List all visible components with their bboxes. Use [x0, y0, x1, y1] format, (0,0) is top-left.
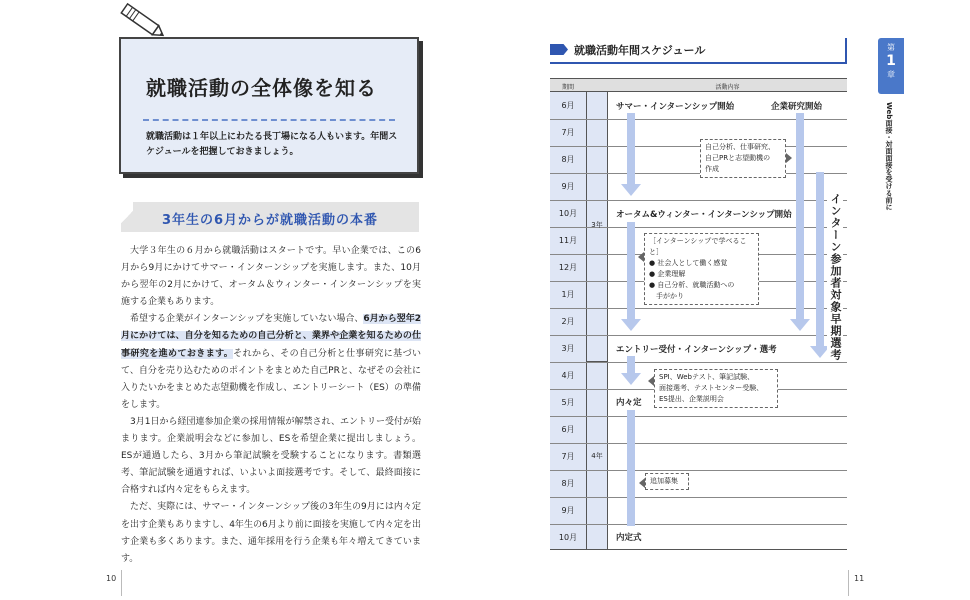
- note3-line: 面接選考、テストセンター受験、: [659, 384, 764, 392]
- note-self-analysis: [700, 139, 786, 178]
- arrowhead-entry: [621, 373, 641, 385]
- event-naiteinai: 内々定: [616, 398, 642, 408]
- row-divider: [550, 362, 847, 363]
- month-label: 8月: [561, 155, 575, 164]
- event-autumn: オータム&ウィンター・インターンシップ開始: [616, 210, 792, 220]
- month-label: 1月: [561, 290, 575, 299]
- pointer-icon: [639, 478, 645, 488]
- pointer-icon: [786, 153, 792, 163]
- footer-rule: [848, 570, 849, 596]
- year-4-label: 4年: [591, 452, 603, 460]
- chapter-title: Web面接・対面面接を受ける前に: [885, 102, 893, 211]
- note1-line: 自己分析、仕事研究、: [705, 143, 775, 151]
- chapter-suffix: 章: [887, 70, 895, 79]
- arrow-research: [796, 113, 804, 321]
- note2-item: ● 自己分析、就職活動への: [649, 281, 735, 289]
- month-label: 4月: [561, 371, 575, 380]
- arrow-early-selection: [816, 172, 824, 348]
- month-label: 10月: [558, 209, 578, 218]
- row-divider: [550, 416, 847, 417]
- title-box: [119, 37, 419, 174]
- chapter-prefix: 第: [887, 43, 895, 52]
- note2-item: ● 企業理解: [649, 270, 686, 278]
- page-number-left: 10: [106, 574, 117, 583]
- note3-line: ES提出、企業説明会: [659, 395, 724, 403]
- month-label: 6月: [561, 101, 575, 110]
- paragraph-2: [121, 311, 421, 414]
- arrowhead-summer: [621, 184, 641, 196]
- month-label: 12月: [558, 263, 578, 272]
- month-label: 11月: [558, 236, 578, 245]
- paragraph-4: ただ、実際には、サマー・インターンシップ後の3年生の9月には内々定を出す企業もありますし、4年生の6月より前に面接を実施して内々定を出す企業も多くあります。また、通年採用を行う企業も年々増えてきています。: [121, 502, 421, 564]
- event-research: 企業研究開始: [771, 102, 823, 112]
- early-selection-label: インターン参加者対象早期選考: [829, 193, 842, 361]
- footer-rule: [121, 570, 122, 596]
- paragraph-2-a: 希望する企業がインターンシップを実施していない場合、: [130, 314, 364, 325]
- heading-tag-icon: [550, 44, 568, 55]
- heading-rule: [550, 62, 847, 64]
- chapter-tab[interactable]: [878, 38, 904, 94]
- arrow-naiteinai: [627, 410, 635, 526]
- note2-item: 手がかり: [649, 292, 684, 300]
- month-label: 7月: [561, 128, 575, 137]
- month-label: 10月: [558, 533, 578, 542]
- highlighted-text: 6月から翌年2月にかけては、自分を知るための自己分析と、業界や企業を知るための仕事研究を進めておきます。: [121, 314, 421, 359]
- page-title: 就職活動の全体像を知る: [146, 76, 377, 100]
- month-label: 2月: [561, 317, 575, 326]
- arrow-summer: [627, 113, 635, 185]
- schedule-title: 就職活動年間スケジュール: [574, 44, 706, 57]
- row-divider: [550, 443, 847, 444]
- header-content: 活動内容: [715, 84, 740, 91]
- lead-text: 就職活動は１年以上にわたる長丁場になる人もいます。年間スケジュールを把握しておきましょう。: [146, 132, 398, 157]
- table-bottom: [550, 549, 847, 550]
- event-naitei: 内定式: [616, 533, 642, 543]
- page-number-right: 11: [854, 574, 865, 583]
- event-summer: サマー・インターンシップ開始: [616, 102, 735, 112]
- heading-corner: [845, 38, 847, 62]
- month-label: 9月: [561, 506, 575, 515]
- pointer-icon: [648, 376, 654, 386]
- chapter-number: 1: [886, 53, 896, 69]
- month-label: 3月: [561, 344, 575, 353]
- section-heading: [121, 202, 419, 232]
- schedule-heading: [550, 38, 847, 64]
- arrowhead-autumn: [621, 319, 641, 331]
- month-label: 6月: [561, 425, 575, 434]
- paragraph-1: 大学３年生の６月から就職活動はスタートです。早い企業では、この6月から9月にかけてサマー・インターンシップを実施します。また、10月から翌年の2月にかけて、オータム＆ウィンター・インターンシップを実施する企業もあります。: [121, 246, 421, 308]
- note1-line: 自己PRと志望動機の: [705, 154, 771, 162]
- note-additional: 追加募集: [645, 473, 689, 490]
- row-divider: [550, 497, 847, 498]
- note2-title: ［インターンシップで学べること］: [649, 237, 747, 256]
- body-text: [121, 243, 421, 568]
- note-internship-learning: [644, 233, 759, 305]
- divider: [143, 119, 395, 121]
- year-column: [586, 92, 608, 550]
- month-label: 7月: [561, 452, 575, 461]
- month-label: 8月: [561, 479, 575, 488]
- arrow-autumn: [627, 222, 635, 321]
- event-entry: エントリー受付・インターンシップ・選考: [616, 345, 777, 355]
- note2-item: ● 社会人として働く感覚: [649, 259, 728, 267]
- header-period: 期間: [561, 84, 574, 91]
- note-selection: [654, 369, 778, 408]
- row-divider: [550, 470, 847, 471]
- paragraph-2-b: それから、その自己分析と仕事研究に基づいて、自分を売り込むためのポイントをまとめた自己PRと、なぜその会社に入りたいかをまとめた志望動機を作成し、エントリーシート（ES）の準備をします。: [121, 348, 421, 410]
- arrowhead-research: [790, 319, 810, 331]
- section-heading-text: 3年生の6月からが就職活動の本番: [161, 213, 379, 228]
- row-divider: [550, 335, 847, 336]
- year-3-label: 3年: [591, 221, 603, 229]
- note3-line: SPI、Webテスト、筆記試験、: [659, 373, 755, 381]
- note1-line: 作成: [705, 165, 719, 173]
- paragraph-3: 3月1日から経団連参加企業の採用情報が解禁され、エントリー受付が始まります。企業説明会などに参加し、ESを希望企業に提出しましょう。ESが通過したら、3月から筆記試験を受験することになります。書類選考、筆記試験を通過すれば、いよいよ面接選考です。そして、最終面接に合格すれば内々定をもらえます。: [121, 416, 421, 496]
- month-label: 9月: [561, 182, 575, 191]
- arrow-entry: [627, 356, 635, 374]
- table-header: [550, 78, 847, 92]
- pencil-icon: [118, 2, 168, 42]
- month-label: 5月: [561, 398, 575, 407]
- pointer-icon: [638, 252, 644, 262]
- row-divider: [550, 524, 847, 525]
